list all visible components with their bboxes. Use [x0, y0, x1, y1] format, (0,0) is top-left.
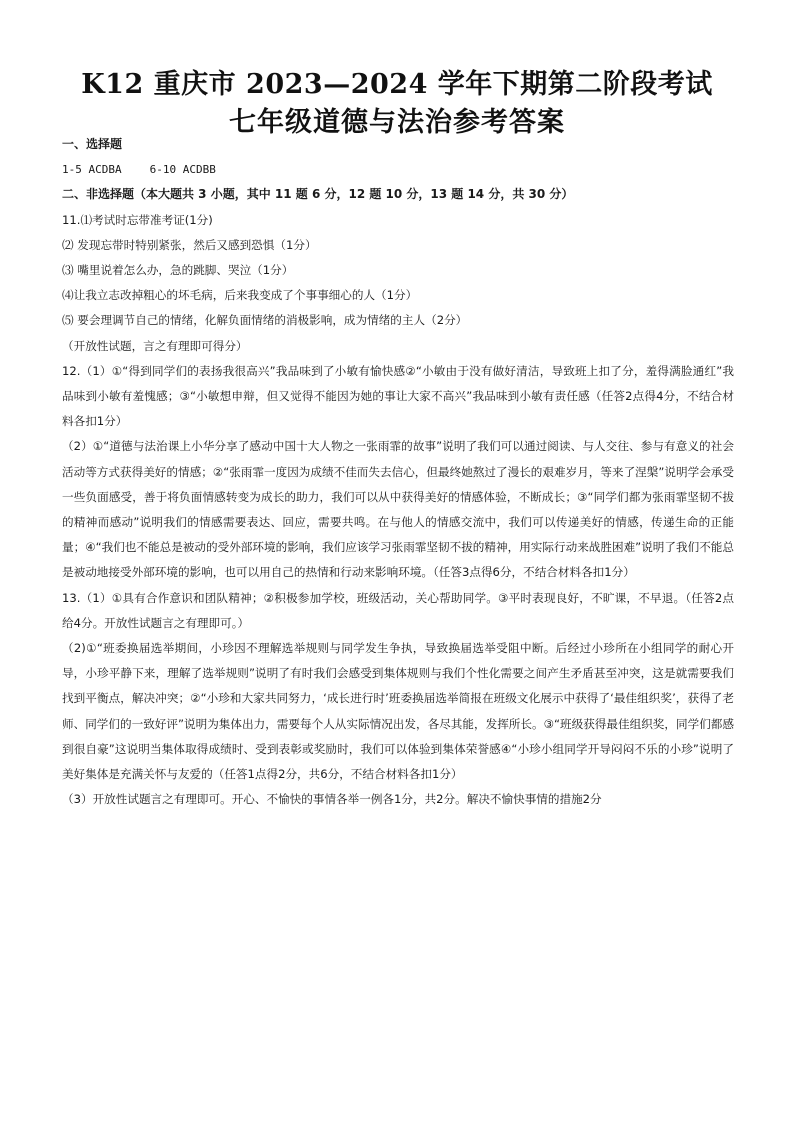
q11-part4: ⑷让我立志改掉粗心的坏毛病，后来我变成了个事事细心的人（1分） [62, 288, 418, 303]
section-heading-nonchoice: 二、非选择题（本大题共 3 小题，其中 11 题 6 分，12 题 10 分，13 题 14 分，共 30 分） [62, 187, 574, 202]
q12-part2: （2）①“道德与法治课上小华分享了感动中国十大人物之一张雨霏的故事”说明了我们可以通过阅读、与人交往、参与有意义的社会活动等方式获得美好的情感；②“张雨霏一度因为成绩不佳而失去信心，但最终她熬过了漫长的艰难岁月，等来了涅槃”说明学会承受一些负面感受，善于将负面情感转变为成长的助力，我们可以从中获得美好的情感体验，不断成长；③“同学们都为张雨霏坚韧不拔的精神而感动”说明我们的情感需要表达、回应，需要共鸣。在与他人的情感交流中，我们可以传递美好的情感，传递生命的正能量；④“我们也不能总是被动的受外部环境的影响，我们应该学习张雨霏坚韧不拔的精神，用实际行动来战胜困难”说明了我们不能总是被动地接受外部环境的影响，也可以用自己的热情和行动来影响环境。（任答3点得6分，不结合材料各扣1分） [62, 439, 734, 580]
q13-part1: 13.（1）①具有合作意识和团队精神；②积极参加学校，班级活动，关心帮助同学。③平时表现良好，不旷课，不早退。（任答2点给4分。开放性试题言之有理即可。） [62, 590, 734, 630]
q11-part2: ⑵ 发现忘带时特别紧张，然后又感到恐惧（1分） [62, 237, 317, 252]
choice-answers-6-10: 6-10 ACDBB [149, 163, 216, 177]
q11-note: （开放性试题，言之有理即可得分） [62, 338, 248, 353]
q13-part2: （2)①“班委换届选举期间，小珍因不理解选举规则与同学发生争执，导致换届选举受阻中断。后经过小珍所在小组同学的耐心开导，小珍平静下来，理解了选举规则”说明了有时我们会感受到集体规则与我们个性化需要之间产生矛盾甚至冲突，这是就需要我们找到平衡点，解决冲突；②“小珍和大家共同努力，‘成长进行时’班委换届选举简报在班级文化展示中获得了‘最佳组织奖’，获得了老师、同学们的一致好评”说明为集体出力，需要每个人从实际情况出发，各尽其能，发挥所长。③“班级获得最佳组织奖，同学们都感到很自豪”这说明当集体取得成绩时、受到表彰或奖励时，我们可以体验到集体荣誉感④“小珍小组同学开导闷闷不乐的小珍”说明了美好集体是充满关怀与友爱的（任答1点得2分，共6分，不结合材料各扣1分） [62, 641, 734, 782]
answer-body [62, 132, 734, 812]
document-subtitle: 七年级道德与法治参考答案 [229, 107, 565, 138]
choice-answers-1-5: 1-5 ACDBA [62, 163, 122, 177]
choice-answers [62, 157, 734, 182]
q11-part5: ⑸ 要会理调节自己的情绪，化解负面情绪的消极影响，成为情绪的主人（2分） [62, 313, 468, 328]
q13-part3: （3）开放性试题言之有理即可。开心、不愉快的事情各举一例各1分，共2分。解决不愉快事情的措施2分 [62, 792, 602, 807]
q11-part1: 11.⑴考试时忘带准考证(1分) [62, 212, 213, 227]
document-title: K12 重庆市 2023—2024 学年下期第二阶段考试 [81, 69, 713, 100]
section-heading-choice: 一、选择题 [62, 137, 123, 151]
q11-part3: ⑶ 嘴里说着怎么办，急的跳脚、哭泣（1分） [62, 263, 294, 278]
q12-part1: 12.（1）①“得到同学们的表扬我很高兴”我品味到了小敏有愉快感②“小敏由于没有做好清洁，导致班上扣了分，羞得满脸通红”我品味到小敏有羞愧感；③“小敏想申辩，但又觉得不能因为她的事让大家不高兴”我品味到小敏有责任感（任答2点得4分，不结合材料各扣1分） [62, 363, 734, 429]
